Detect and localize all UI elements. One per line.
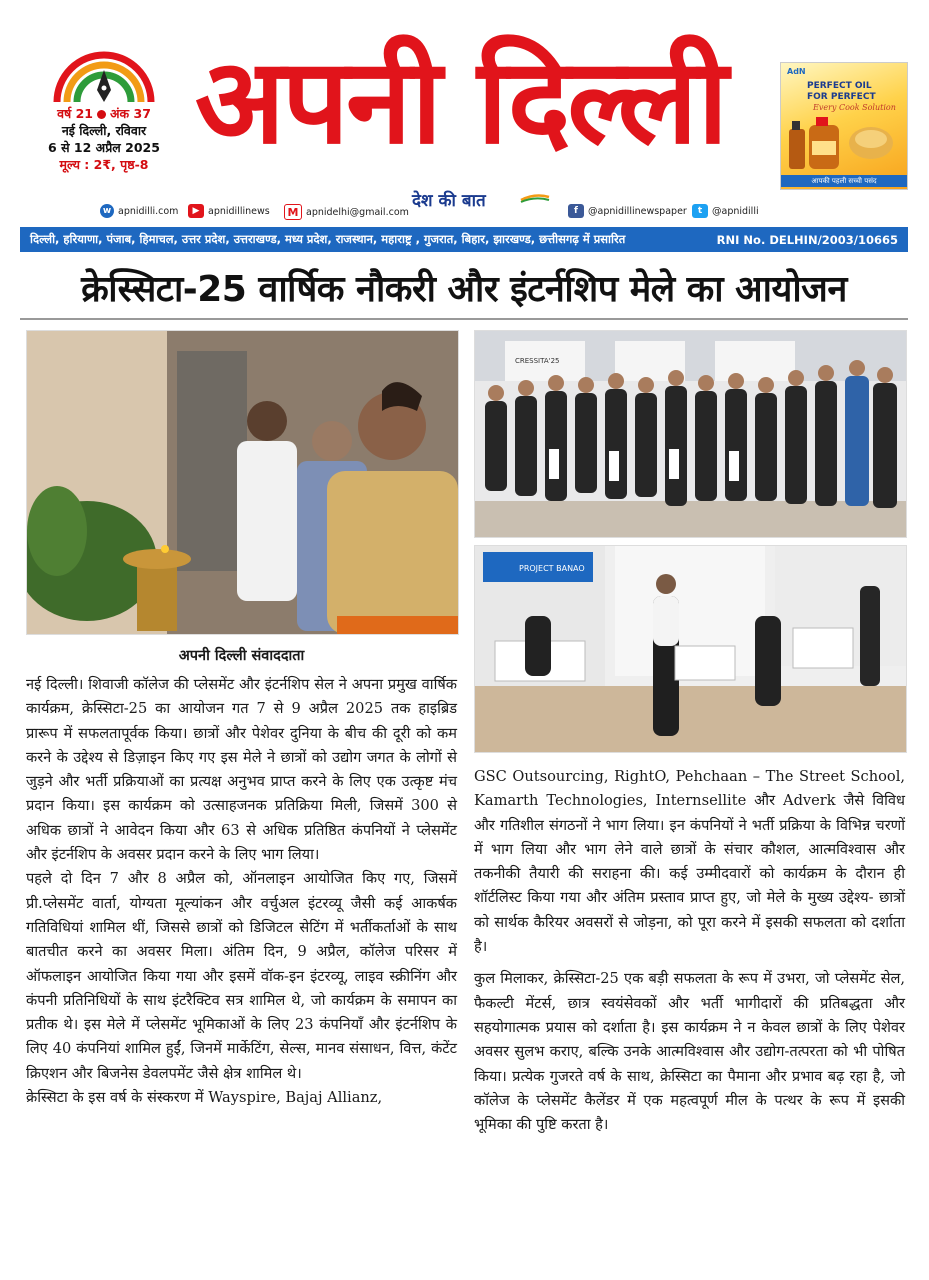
oil-bottles-icon bbox=[785, 115, 903, 173]
issue-label: अंक 37 bbox=[110, 106, 151, 121]
ad-line-1: PERFECT OIL bbox=[807, 81, 872, 91]
photo-group bbox=[474, 330, 907, 538]
globe-icon: w bbox=[100, 204, 114, 218]
email-text: apnidelhi@gmail.com bbox=[306, 206, 409, 218]
ad-line-2: FOR PERFECT bbox=[807, 92, 876, 102]
divider bbox=[20, 318, 908, 320]
sun-pen-logo-icon bbox=[49, 50, 159, 105]
article-column-right bbox=[474, 765, 905, 1137]
photo-lamp-lighting bbox=[26, 330, 459, 635]
price-pages: मूल्य : 2₹, पृष्ठ-8 bbox=[59, 157, 149, 172]
article-headline: क्रेस्सिटा-25 वार्षिक नौकरी और इंटर्नशिप मेले का आयोजन bbox=[81, 269, 847, 310]
separator-dot-icon bbox=[97, 110, 106, 119]
interview-photo-image bbox=[475, 546, 906, 752]
contact-row bbox=[100, 204, 860, 224]
ad-script: Every Cook Solution bbox=[813, 103, 896, 112]
booth-banner-label: CRESSITA'25 bbox=[515, 357, 560, 365]
paragraph-3: क्रेस्सिटा के इस वर्ष के संस्करण में Wayspire, Bajaj Allianz, bbox=[26, 1089, 383, 1107]
lamp-lighting-image bbox=[27, 331, 458, 634]
twitter-link[interactable] bbox=[692, 204, 759, 218]
photo-interviews bbox=[474, 545, 907, 753]
place-day: नई दिल्ली, रविवार bbox=[61, 123, 147, 138]
distribution-strip bbox=[20, 227, 908, 252]
email-link[interactable] bbox=[284, 204, 409, 220]
mail-icon: M bbox=[284, 204, 302, 220]
advertisement[interactable] bbox=[780, 62, 908, 190]
rni-number: RNI No. DELHIN/2003/10665 bbox=[716, 232, 898, 247]
twitter-icon: t bbox=[692, 204, 708, 218]
volume-label: वर्ष 21 bbox=[57, 106, 93, 121]
regions-text: दिल्ली, हरियाणा, पंजाब, हिमाचल, उत्तर प्रदेश, उत्तराखण्ड, मध्य प्रदेश, राजस्थान, महाराष्ट्र , गुजरात, बिहार, झारखण्ड, छत्तीसगढ़ में प्रसारित bbox=[30, 232, 626, 246]
date-range: 6 से 12 अप्रैल 2025 bbox=[48, 140, 160, 155]
youtube-text: apnidillinews bbox=[208, 205, 270, 217]
youtube-link[interactable] bbox=[188, 204, 270, 218]
paragraph-4: GSC Outsourcing, RightO, Pehchaan – The Street School, Kamarth Technologies, Internsellite और Adverk जैसे विविध और गतिशील संगठनों ने भाग लिया। इन कंपनियों ने भर्ती प्रक्रिया के विभिन्न चरणों में भाग लिया और भाग लेने वाले छात्रों के संचार कौशल, आत्मविश्वास और तकनीकी तैयारी की सराहना की। कई उम्मीदवारों को कार्यक्रम के दौरान ही शॉर्टलिस्ट किया गया और अंतिम प्रस्ताव प्राप्त हुए, जो मेले के मुख्य उद्देश्य- छात्रों को सार्थक कैरियर अवसरों से जोड़ना, को पूरा करने में इसकी सफलता को दर्शाता है। bbox=[474, 768, 905, 956]
website-link[interactable] bbox=[100, 204, 178, 218]
twitter-text: @apnidilli bbox=[712, 205, 759, 217]
ad-brand: AdN bbox=[787, 67, 806, 76]
facebook-icon: f bbox=[568, 204, 584, 218]
facebook-link[interactable] bbox=[568, 204, 687, 218]
paragraph-1: नई दिल्ली। शिवाजी कॉलेज की प्लेसमेंट और इंटर्नशिप सेल ने अपना प्रमुख वार्षिक कार्यक्रम, क्रेस्सिटा-25 का आयोजन गत 7 से 9 अप्रैल 2025 तक हाइब्रिड प्रारूप में सफलतापूर्वक किया। छात्रों और पेशेवर दुनिया के बीच की दूरी को कम करने के उद्देश्य से डिज़ाइन किए गए इस मेले ने छात्रों को उद्योग जगत के लोगों से जुड़ने और भर्ती प्रक्रियाओं का प्रत्यक्ष अनुभव प्राप्त करने के लिए एक उत्कृष्ट मंच प्रदान किया। इस कार्यक्रम को उत्साहजनक प्रतिक्रिया मिली, जिसमें 300 से अधिक छात्रों ने आवेदन किया और 63 से अधिक प्रतिष्ठित कंपनियों ने प्लेसमेंट और इंटर्नशिप के अवसर प्रदान करने के लिए भाग लिया। bbox=[26, 676, 457, 864]
byline: अपनी दिल्ली संवाददाता bbox=[178, 648, 305, 664]
youtube-icon: ▶ bbox=[188, 204, 204, 218]
stall-sign-label: PROJECT BANAO bbox=[519, 564, 585, 573]
paragraph-5: कुल मिलाकर, क्रेस्सिटा-25 एक बड़ी सफलता के रूप में उभरा, जो प्लेसमेंट सेल, फैकल्टी मेंटर्स, छात्र स्वयंसेवकों और भर्ती भागीदारों की प्रतिबद्धता और सहयोगात्मक प्रयास को दर्शाता है। इस कार्यक्रम ने न केवल छात्रों के लिए पेशेवर अवसर सुलभ कराए, बल्कि उनके आत्मविश्वास और उद्योग-तत्परता को भी पोषित किया। प्रत्येक गुजरते वर्ष के साथ, क्रेस्सिटा का पैमाना और प्रभाव बढ़ रहा है, जो कॉलेज के प्लेसमेंट कैलेंडर में एक महत्वपूर्ण मील के पत्थर के रूप में इसकी भूमिका की पुष्टि करता है। bbox=[474, 970, 905, 1134]
newspaper-title: अपनी दिल्ली bbox=[194, 32, 726, 170]
paragraph-2: पहले दो दिन 7 और 8 अप्रैल को, ऑनलाइन आयोजित किए गए, जिसमें प्री.प्लेसमेंट वार्ता, योग्यता मूल्यांकन और वर्चुअल इंटरव्यू जैसी कई आकर्षक गतिविधियां शामिल थीं, जिससे छात्रों को डिजिटल सेटिंग में भर्तीकर्ताओं के साथ बातचीत करने का अवसर मिला। अंतिम दिन, 9 अप्रैल, कॉलेज परिसर में ऑफलाइन आयोजित किया गया और इसमें वॉक-इन इंटरव्यू, लाइव स्क्रीनिंग और कंपनी प्रतिनिधियों के साथ इंटरैक्टिव सत्र शामिल थे, जो कार्यक्रम के समापन का प्रतीक थे। इस मेले में प्लेसमेंट भूमिकाओं के लिए 23 कंपनियाँ और इंटर्नशिप के लिए 40 कंपनियां शामिल हुईं, जिनमें मार्केटिंग, सेल्स, मानव संसाधन, वित्त, कंटेंट क्रिएशन और बिजनेस डेवलपमेंट जैसे क्षेत्र शामिल थे। bbox=[26, 870, 457, 1082]
facebook-text: @apnidillinewspaper bbox=[588, 205, 687, 217]
group-photo-image bbox=[475, 331, 906, 537]
ad-footer: आपकी पहली सच्ची पसंद bbox=[781, 175, 907, 187]
swoosh-icon bbox=[520, 193, 550, 203]
article-column-left bbox=[26, 673, 457, 1110]
issue-info bbox=[34, 50, 174, 173]
website-text: apnidilli.com bbox=[118, 205, 179, 217]
tagline: देश की बात bbox=[412, 191, 486, 211]
